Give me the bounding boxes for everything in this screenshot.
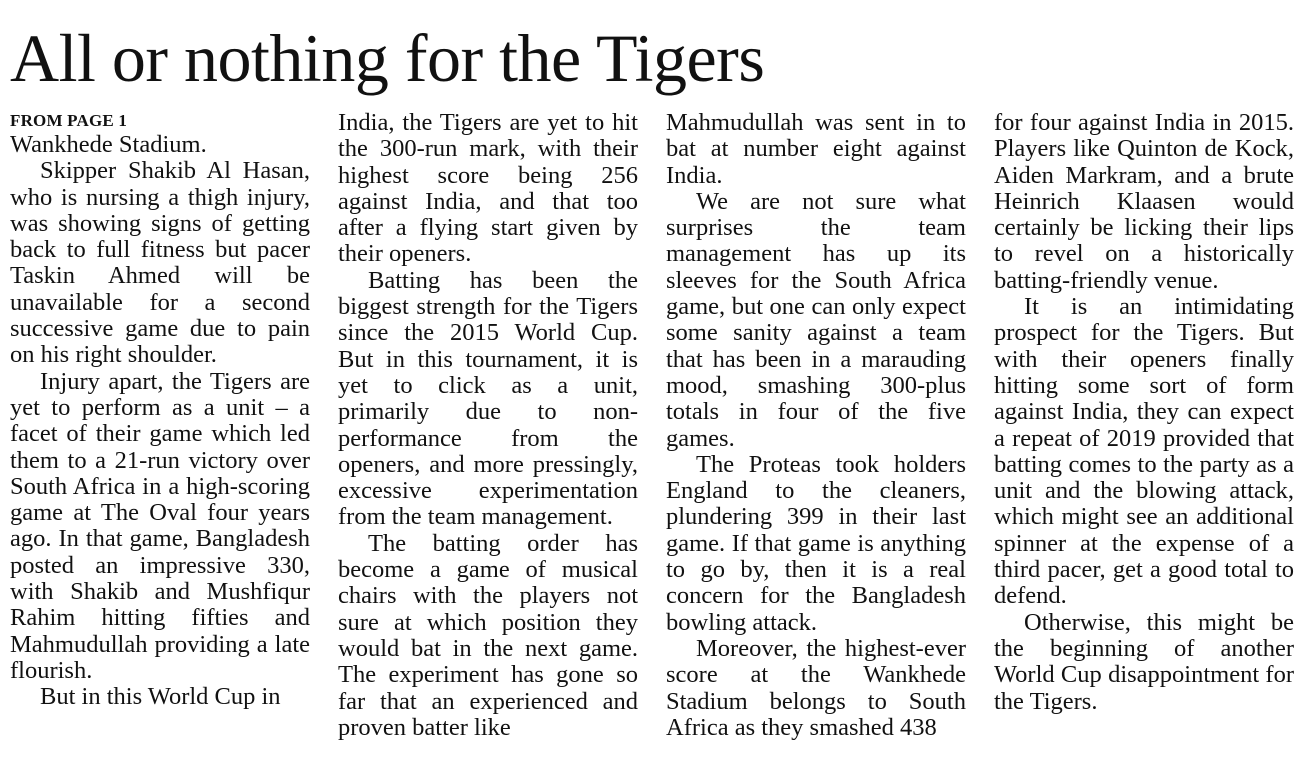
column-4 [994, 110, 1294, 715]
headline: All or nothing for the Tigers [10, 20, 765, 96]
paragraph: Injury apart, the Tigers are yet to perform as a unit – a facet of their game which led them to a 21-run victory over South Africa in a high-scoring game at The Oval four years ago. In that game, Bangladesh posted an impressive 330, with Shakib and Mushfiqur Rahim hitting fifties and Mahmudullah providing a late flourish. [10, 367, 310, 684]
paragraph: It is an intimidating prospect for the Tigers. But with their openers finally hitting some sort of form against India, they can expect a repeat of 2019 provided that batting comes to the party as a unit and the blowing attack, which might see an additional spinner at the expense of a third pacer, get a good total to defend. [994, 293, 1294, 610]
article-body [10, 110, 1296, 784]
paragraph: Moreover, the highest-ever score at the Wankhede Stadium belongs to South Africa as they smashed 438 [666, 634, 966, 741]
paragraph: Batting has been the biggest strength for the Tigers since the 2015 World Cup. But in this tournament, it is yet to click as a unit, primarily due to non-performance from the openers, and more pressingly, excessive experimentation from the team management. [338, 266, 638, 531]
paragraph: Mahmudullah was sent in to bat at number eight against India. [666, 109, 966, 189]
paragraph: Skipper Shakib Al Hasan, who is nursing a thigh injury, was showing signs of getting back to full fitness but pacer Taskin Ahmed will be unavailable for a second successive game due to pain on his right shoulder. [10, 157, 310, 369]
paragraph: But in this World Cup in [40, 683, 281, 711]
paragraph: for four against India in 2015. Players like Quinton de Kock, Aiden Markram, and a brute Heinrich Klaasen would certainly be licking their lips to revel on a historically batting-friendly venue. [994, 109, 1294, 294]
paragraph: India, the Tigers are yet to hit the 300-run mark, with their highest score being 256 against India, and that too after a flying start given by their openers. [338, 109, 638, 268]
column-1 [10, 110, 310, 711]
kicker-from-page-1: FROM PAGE 1 [10, 111, 128, 130]
paragraph: The Proteas took holders England to the cleaners, plundering 399 in their last game. If that game is anything to go by, then it is a real concern for the Bangladesh bowling attack. [666, 450, 966, 636]
column-3 [666, 110, 966, 741]
paragraph: We are not sure what surprises the team management has up its sleeves for the South Africa game, but one can only expect some sanity against a team that has been in a marauding mood, smashing 300-plus totals in four of the five games. [666, 187, 966, 452]
paragraph: Otherwise, this might be the beginning of another World Cup disappointment for the Tigers. [994, 608, 1294, 715]
paragraph: Wankhede Stadium. [10, 131, 207, 158]
paragraph: The batting order has become a game of musical chairs with the players not sure at which position they would bat in the next game. The experiment has gone so far that an experienced and proven batter like [338, 529, 638, 741]
column-2 [338, 110, 638, 741]
